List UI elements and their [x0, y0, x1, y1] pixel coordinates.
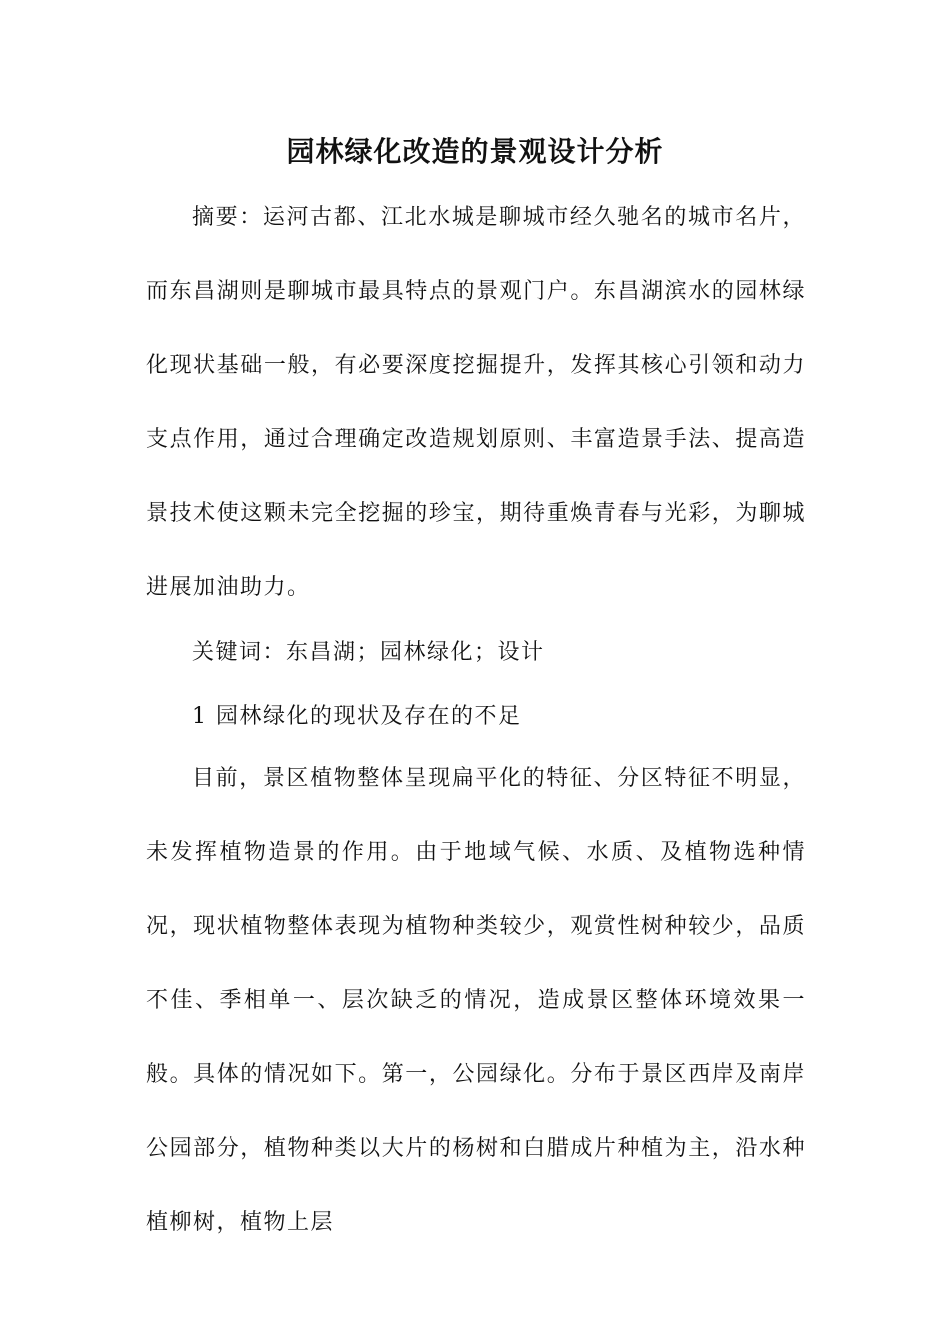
body-paragraph: 目前，景区植物整体呈现扁平化的特征、分区特征不明显，未发挥植物造景的作用。由于地域气候、水质、及植物选种情况，现状植物整体表现为植物种类较少，观赏性树种较少，品质不佳、季相单一、层次缺乏的情况，造成景区整体环境效果一般。具体的情况如下。第一，公园绿化。分布于景区西岸及南岸公园部分，植物种类以大片的杨树和白腊成片种植为主，沿水种植柳树，植物上层	[146, 766, 806, 1235]
abstract-paragraph: 摘要：运河古都、江北水城是聊城市经久驰名的城市名片，而东昌湖则是聊城市最具特点的景观门户。东昌湖滨水的园林绿化现状基础一般，有必要深度挖掘提升，发挥其核心引领和动力支点作用，通过合理确定改造规划原则、丰富造景手法、提高造景技术使这颗未完全挖掘的珍宝，期待重焕青春与光彩，为聊城进展加油助力。	[146, 205, 806, 600]
section-heading: 1 园林绿化的现状及存在的不足	[192, 704, 522, 729]
document-title: 园林绿化改造的景观设计分析	[286, 135, 664, 168]
keywords-line: 关键词：东昌湖；园林绿化；设计	[192, 640, 545, 665]
